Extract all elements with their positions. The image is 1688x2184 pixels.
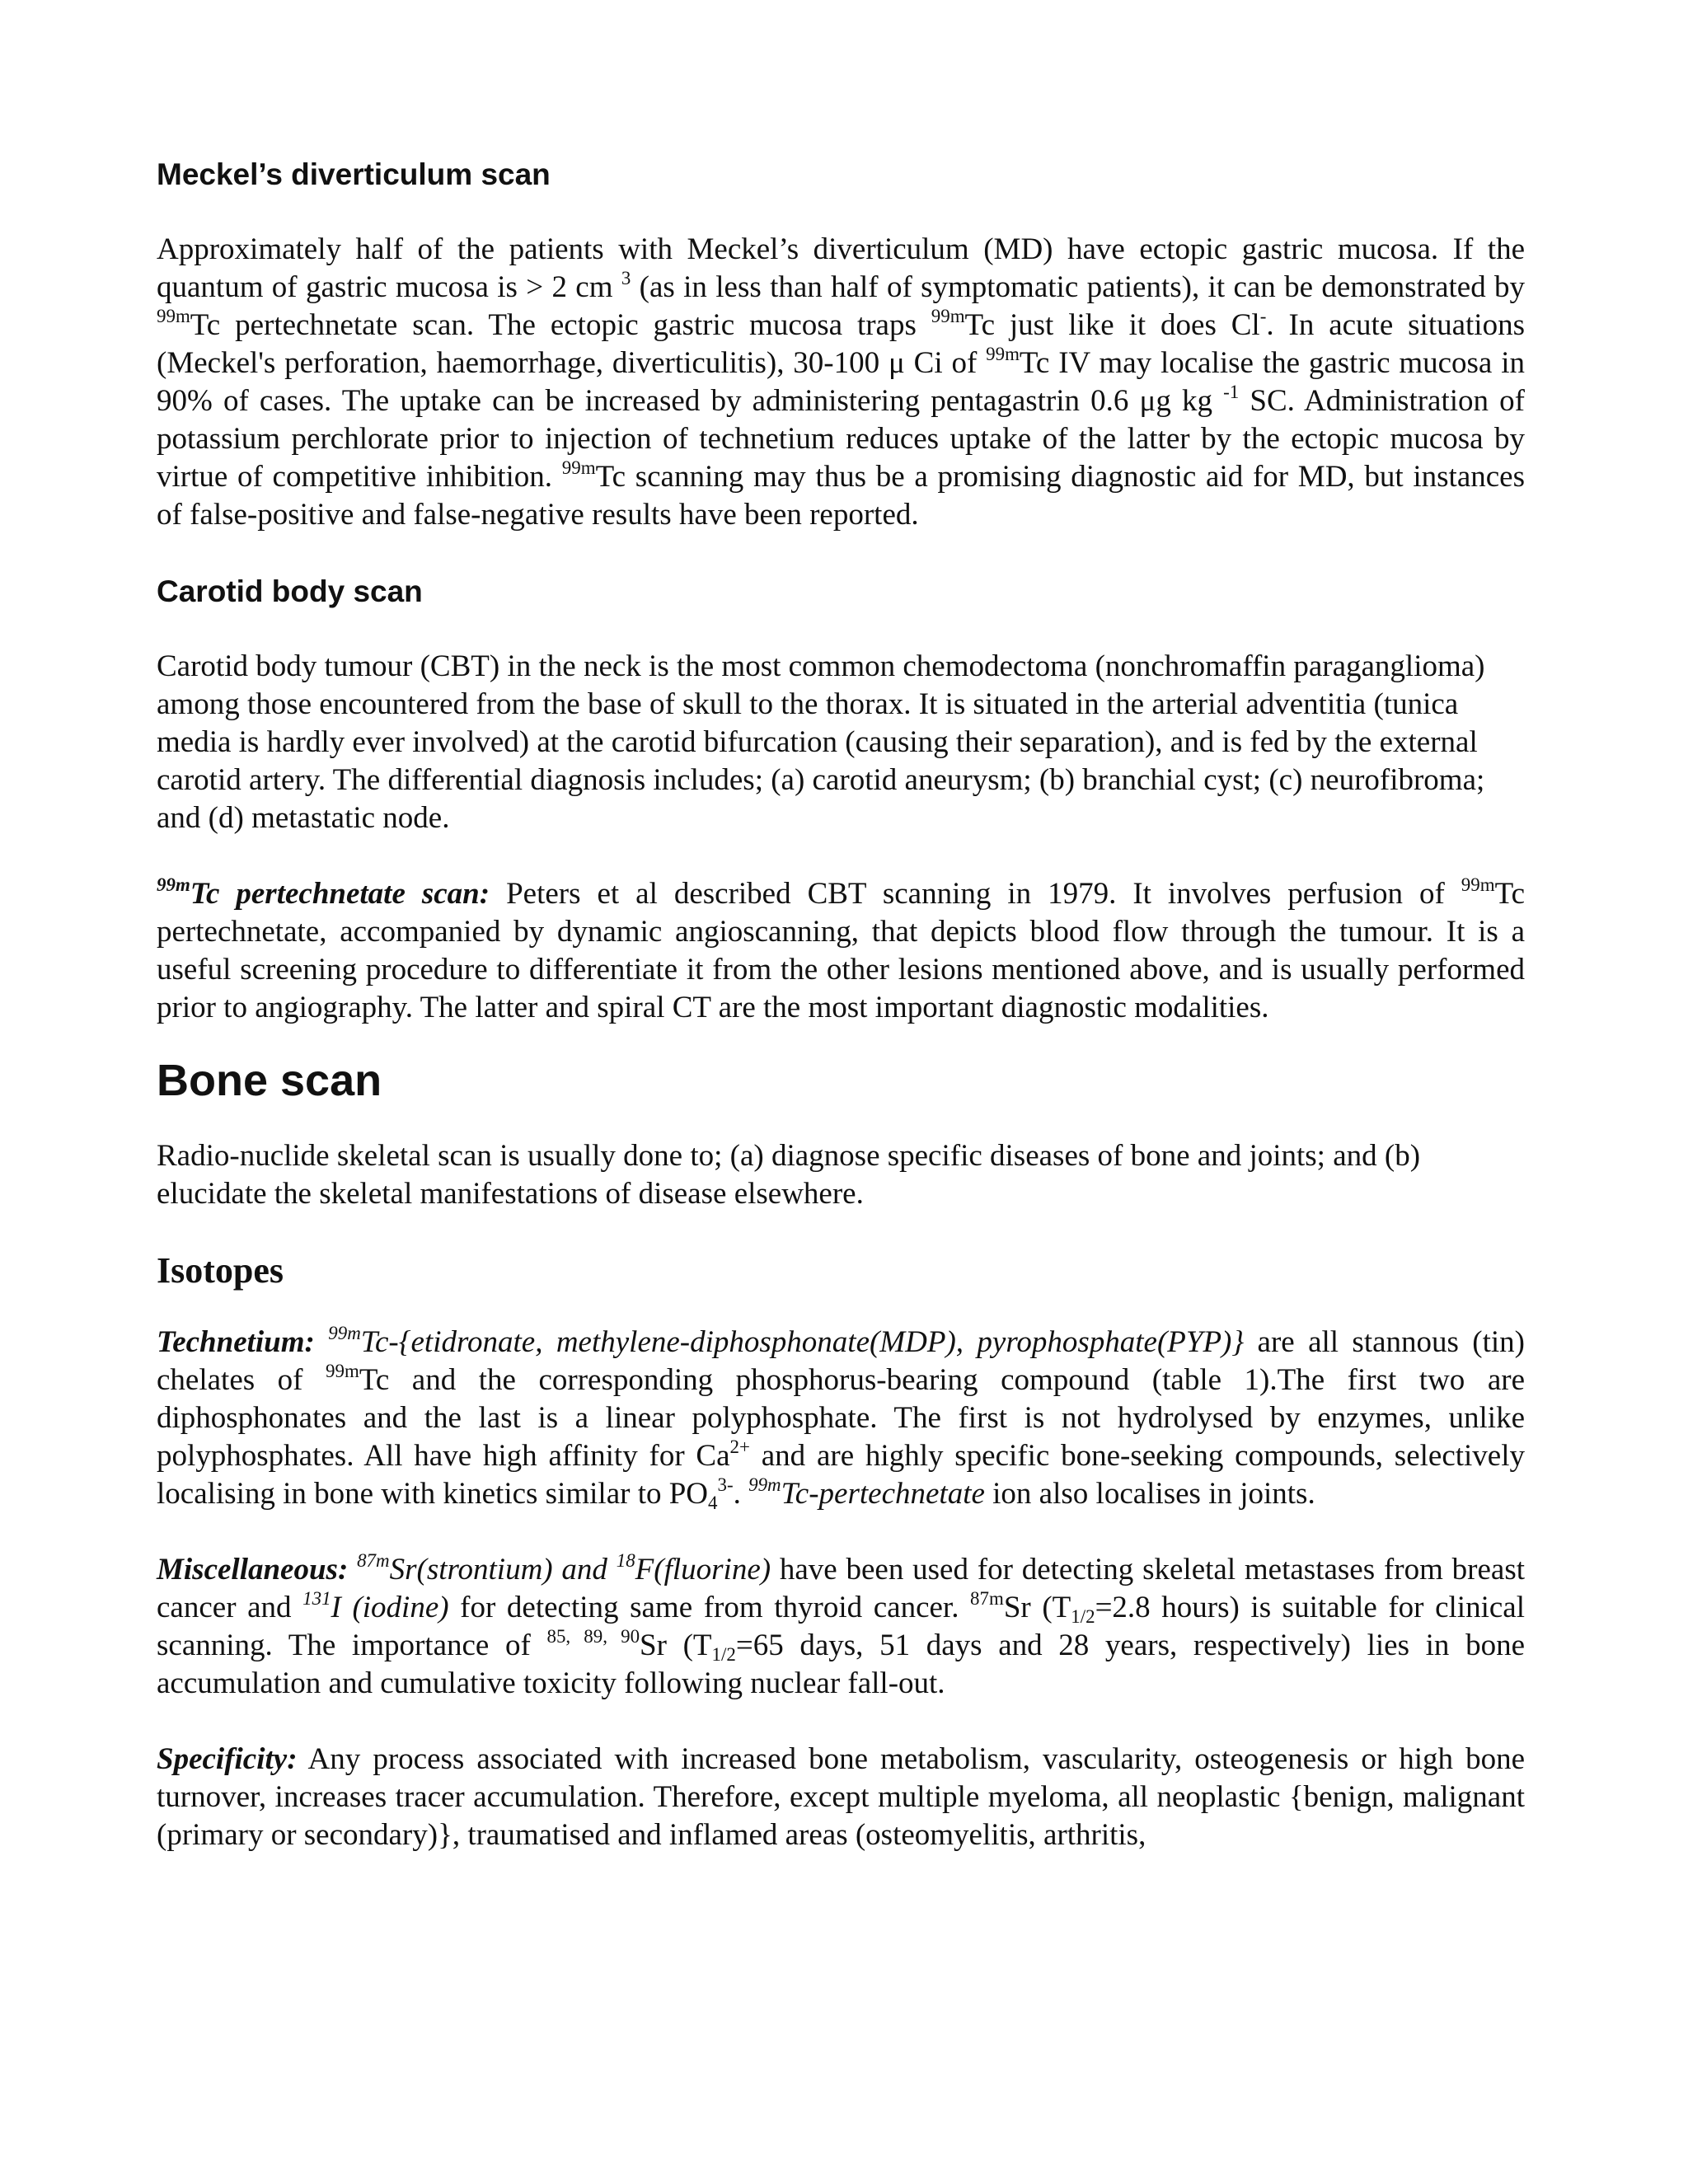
meckel-paragraph: Approximately half of the patients with Meckel’s diverticulum (MD) have ectopic gastric mucosa. If the quantum of gastric mucosa is > 2 cm $^3$ (as in less than half of symptomatic patients), it can be demonstrated by $^{99m}$Tc pertechnetate scan. The ectopic gastric mucosa traps $^{99m}$Tc just like it does Cl-. In acute situations (Meckel's perforation, haemorrhage, diverticulitis), 30-100 μ Ci of $^{99m}$Tc IV may localise the gastric mucosa in 90% of cases. The uptake can be increased by administering pentagastrin 0.6 μg kg $^{-1}$ SC. Administration of potassium perchlorate prior to injection of technetium reduces uptake of the latter by the ectopic mucosa by virtue of competitive inhibition. $^{99m}$Tc scanning may thus be a promising diagnostic aid for MD, but instances of false-positive and false-negative results have been reported. <box>157 232 1526 532</box>
carotid-heading: Carotid body scan <box>157 574 423 608</box>
bone-scan-heading: Bone scan <box>157 1056 382 1105</box>
technetium-paragraph: Technetium: $^{99m}$Tc-{etidronate, methylene-diphosphonate(MDP), pyrophosphate(PYP)} are all stannous (tin) chelates of $^{99m}$Tc and the corresponding phosphorus-bearing compound (table 1).The first two are diphosphonates and the last is a linear polyphosphate. The first is not hydrolysed by enzymes, unlike polyphosphates. All have high affinity for $Ca^{2+}$ and are highly specific bone-seeking compounds, selectively localising in bone with kinetics similar to $PO_4^{3-}$. $^{99m}$Tc-pertechnetate ion also localises in joints. <box>157 1323 1526 1513</box>
carotid-paragraph: Carotid body tumour (CBT) in the neck is the most common chemodectoma (nonchromaffin paraganglioma) among those encountered from the base of skull to the thorax. It is situated in the arterial adventitia (tunica media is hardly ever involved) at the carotid bifurcation (causing their separation), and is fed by the external carotid artery. The differential diagnosis includes; (a) carotid aneurysm; (b) branchial cyst; (c) neurofibroma; and (d) metastatic node. <box>157 649 1485 835</box>
meckel-heading: Meckel’s diverticulum scan <box>157 157 551 191</box>
isotopes-heading: Isotopes <box>157 1250 284 1291</box>
document-page <box>157 157 1525 1854</box>
carotid-pertechnetate-paragraph: $^{99m}$Tc pertechnetate scan: Peters et al described CBT scanning in 1979. It involves perfusion of $^{99m}$Tc pertechnetate, accompanied by dynamic angioscanning, that depicts blood flow through the tumour. It is a useful screening procedure to differentiate it from the other lesions mentioned above, and is usually performed prior to angiography. The latter and spiral CT are the most important diagnostic modalities. <box>157 874 1526 1024</box>
bone-scan-paragraph: Radio-nuclide skeletal scan is usually done to; (a) diagnose specific diseases of bone and joints; and (b) elucidate the skeletal manifestations of disease elsewhere. <box>157 1139 1421 1211</box>
miscellaneous-paragraph: Miscellaneous: $^{87m}$Sr(strontium) and $^{18}$F(fluorine) have been used for detecting skeletal metastases from breast cancer and $^{131}$I (iodine) for detecting same from thyroid cancer. $^{87m}$Sr ($T_{1/2}=2.8$ hours) is suitable for clinical scanning. The importance of $^{85, 89, 90}$Sr ($T_{1/2}=65$ days, 51 days and 28 years, respectively) lies in bone accumulation and cumulative toxicity following nuclear fall-out. <box>157 1550 1526 1700</box>
specificity-paragraph: Specificity: Any process associated with increased bone metabolism, vascularity, osteogenesis or high bone turnover, increases tracer accumulation. Therefore, except multiple myeloma, all neoplastic {benign, malignant (primary or secondary)}, traumatised and inflamed areas (osteomyelitis, arthritis, <box>157 1742 1525 1852</box>
